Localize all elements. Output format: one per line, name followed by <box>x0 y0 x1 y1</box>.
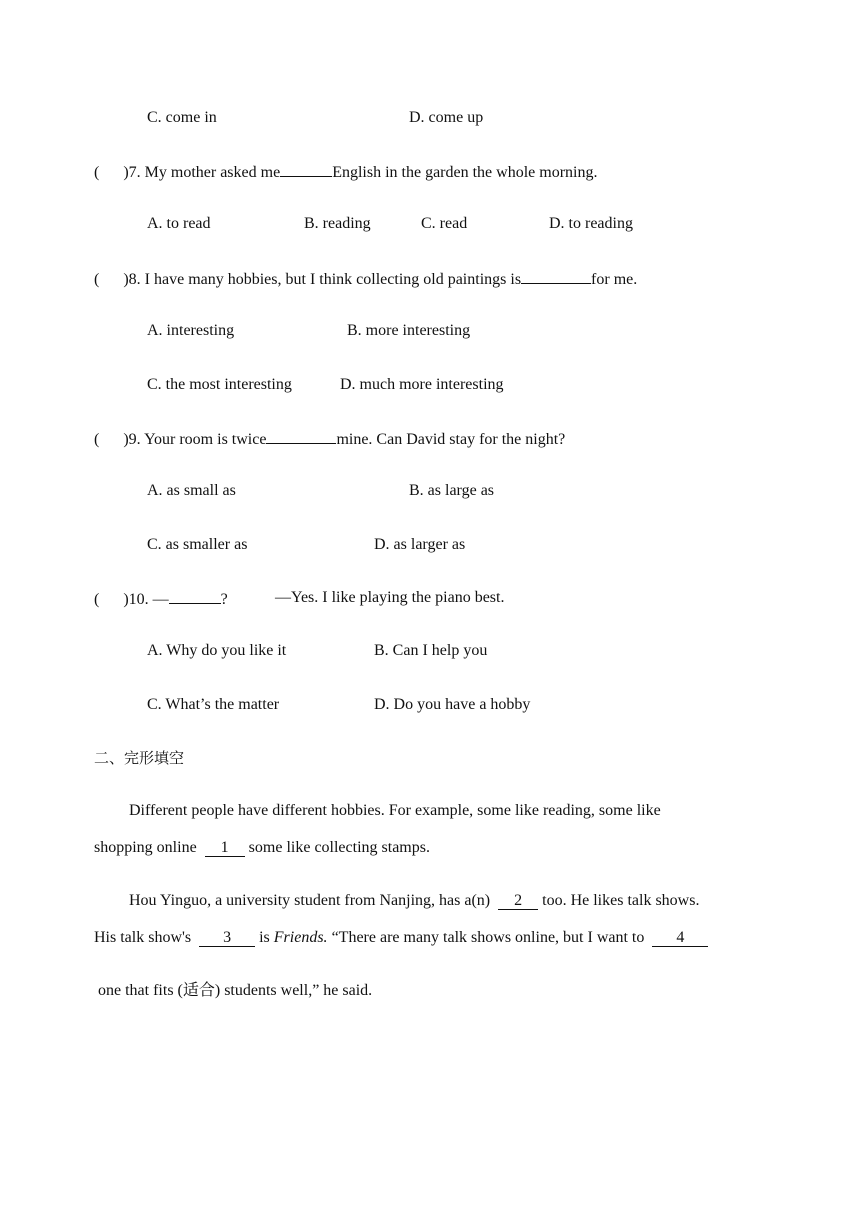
q9-stem-after: mine. Can David stay for the night? <box>336 431 566 448</box>
q10-option-a: A. Why do you like it <box>147 642 287 659</box>
q7-stem-after: English in the garden the whole morning. <box>332 164 598 181</box>
q10-stem-before: )10. — <box>123 591 169 608</box>
cloze-blank-2: 2 <box>498 892 538 910</box>
q7-stem-before: )7. My mother asked me <box>123 164 281 181</box>
q9-option-d: D. as larger as <box>374 536 466 553</box>
p2-line1-before: Hou Yinguo, a university student from Nanjing, has a(n) <box>129 892 491 909</box>
paragraph2-line1 <box>129 891 699 911</box>
paragraph1-line2 <box>94 838 430 858</box>
q8-blank <box>521 268 591 284</box>
q8-option-d: D. much more interesting <box>340 376 504 393</box>
q9-option-b: B. as large as <box>409 482 495 499</box>
talk-show-title: Friends. <box>273 929 328 946</box>
q7-option-d: D. to reading <box>549 215 633 232</box>
p2-line2-mid: is <box>259 929 270 946</box>
q7-stem <box>94 161 597 183</box>
p1-line2-after: some like collecting stamps. <box>248 839 430 856</box>
q10-option-c: C. What’s the matter <box>147 696 280 713</box>
p2-line1-after: too. He likes talk shows. <box>542 892 700 909</box>
answer-paren: ( <box>94 431 100 448</box>
answer-paren: ( <box>94 591 100 608</box>
q10-stem-mid: ? <box>220 591 228 608</box>
p2-line2-after: “There are many talk shows online, but I want to <box>331 929 645 946</box>
q9-option-c: C. as smaller as <box>147 536 248 553</box>
q9-stem-before: )9. Your room is twice <box>123 431 267 448</box>
q6-option-c: C. come in <box>147 109 217 126</box>
q10-stem <box>94 588 228 610</box>
paragraph1-line1: Different people have different hobbies. For example, some like reading, some like <box>129 802 661 819</box>
q8-stem <box>94 268 637 290</box>
cloze-blank-4: 4 <box>652 929 708 947</box>
q10-reply: —Yes. I like playing the piano best. <box>275 589 505 606</box>
q10-blank <box>169 588 221 604</box>
q7-option-a: A. to read <box>147 215 211 232</box>
q8-option-c: C. the most interesting <box>147 376 292 393</box>
q8-option-a: A. interesting <box>147 322 235 339</box>
answer-paren: ( <box>94 271 100 288</box>
q8-option-b: B. more interesting <box>347 322 471 339</box>
q7-option-b: B. reading <box>304 215 371 232</box>
q9-blank <box>266 428 336 444</box>
paragraph2-line3: one that fits (适合) students well,” he said. <box>98 982 373 999</box>
q10-option-d: D. Do you have a hobby <box>374 696 531 713</box>
p2-line2-before: His talk show's <box>94 929 192 946</box>
cloze-blank-3: 3 <box>199 929 255 947</box>
p1-line2-before: shopping online <box>94 839 197 856</box>
q8-stem-before: )8. I have many hobbies, but I think collecting old paintings is <box>123 271 522 288</box>
q9-option-a: A. as small as <box>147 482 236 499</box>
cloze-blank-1: 1 <box>205 839 245 857</box>
q6-option-d: D. come up <box>409 109 484 126</box>
q9-stem <box>94 428 565 450</box>
q10-option-b: B. Can I help you <box>374 642 488 659</box>
paragraph2-line2 <box>94 928 708 948</box>
section-heading: 二、完形填空 <box>94 749 185 767</box>
q8-stem-after: for me. <box>591 271 638 288</box>
q7-option-c: C. read <box>421 215 468 232</box>
answer-paren: ( <box>94 164 100 181</box>
q7-blank <box>280 161 332 177</box>
